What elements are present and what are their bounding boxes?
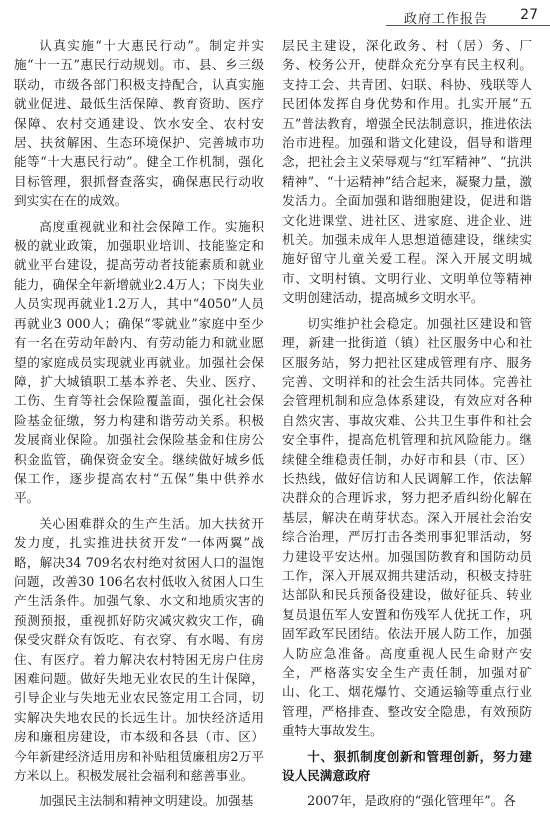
paragraph-democracy-legal-continued: 层民主建设，深化政务、村（居）务、厂务、校务公开，使群众充分享有民主权利。支持工会、共青团、妇联、科协、残联等人民团体发挥自身优势和作用。扎实开展“五五”普法教育，增强全民法制意识，推进依法治市进程。加强和谐文化建设，倡导和谐理念，把社会主义荣辱观与“红军精神”、“抗洪精神”、“十运精神”结合起来，凝聚力量，激发活力。全面加强和谐细胞建设，促进和谐文化进课堂、进社区、进家庭、进企业、进机关。加强未成年人思想道德建设，继续实施好留守儿童关爱工程。深入开展文明城市、文明村镇、文明行业、文明单位等精神文明创建活动，提高城乡文明水平。 xyxy=(282,38,532,306)
paragraph-huimin-action: 认真实施“十大惠民行动”。制定并实施“十一五”惠民行动规划。市、县、乡三级联动，市级各部门积极支持配合，认真实施就业促进、最低生活保障、教育资助、医疗保障、农村交通建设、饮水安全、农村安居、扶贫解困、生态环境保护、完善城市功能等“十大惠民行动”。健全工作机制，强化目标管理，狠抓督查落实，确保惠民行动收到实实在在的成效。 xyxy=(14,38,264,209)
header-rule xyxy=(386,25,550,26)
section-heading: 十、狠抓制度创新和管理创新，努力建设人民满意政府 xyxy=(282,748,532,784)
paragraph-democracy-legal-start: 加强民主法制和精神文明建设。加强基 xyxy=(39,793,254,809)
left-column xyxy=(14,36,264,811)
paragraph-employment-social-security: 高度重视就业和社会保障工作。实施积极的就业政策，加强职业培训、技能鉴定和就业平台建设，提高劳动者技能素质和就业能力，确保全年新增就业2.4万人；下岗失业人员实现再就业1.2万人，其中“4050”人员再就业3 000人；确保“零就业”家庭中至少有一名在劳动年龄内、有劳动能力和就业愿望的家庭成员实现就业再就业。加强社会保障，扩大城镇职工基本养老、失业、医疗、工伤、生育等社会保险覆盖面，强化社会保险基金征缴，努力构建和谐劳动关系。积极发展商业保险。加强社会保险基金和住房公积金监管，确保资金安全。继续做好城乡低保工作，逐步提高农村“五保”集中供养水平。 xyxy=(14,218,264,506)
header-title: 政府工作报告 xyxy=(403,12,488,27)
page-number: 27 xyxy=(520,7,538,23)
paragraph-social-stability: 切实维护社会稳定。加强社区建设和管理，新建一批街道（镇）社区服务中心和社区服务站，努力把社区建成管理有序、服务完善、文明祥和的社会生活共同体。完善社会管理机制和应急体系建设，有效应对各种自然灾害、事故灾难、公共卫生事件和社会安全事件，提高危机管理和抗风险能力。继续健全维稳责任制，办好市和县（市、区）长热线，做好信访和人民调解工作，依法解决群众的合理诉求，努力把矛盾纠纷化解在基层，解决在萌芽状态。深入开展社会治安综合治理，严厉打击各类刑事犯罪活动，努力建设平安达州。加强国防教育和国防动员工作，深入开展双拥共建活动，积极支持驻达部队和民兵预备役建设，做好征兵、转业复员退伍军人安置和伤残军人优抚工作，巩固军政军民团结。依法开展人防工作，加强人防应急准备。高度重视人民生命财产安全，严格落实安全生产责任制，加强对矿山、化工、烟花爆竹、交通运输等重点行业管理，严格排查、整改安全隐患，有效预防重特大事故发生。 xyxy=(282,315,532,739)
right-column xyxy=(282,36,532,811)
paragraph-poor-people-livelihood: 关心困难群众的生产生活。加大扶贫开发力度，扎实推进扶贫开发“一体两翼”战略，解决34 709名农村绝对贫困人口的温饱问题，改善30 106名农村低收入贫困人口生产生活条件。加强气象、水文和地质灾害的预测预报，重视抓好防灾减灾救灾工作，确保受灾群众有饭吃、有衣穿、有水喝、有房住、有医疗。着力解决农村特困无房户住房困难问题。做好失地无业农民的生计保障，引导企业与失地无业农民签定用工合同，切实解决失地农民的长远生计。加快经济适用房和廉租房建设，市本级和各县（市、区）今年新建经济适用房和补贴租赁廉租房2万平方米以上。积极发展社会福利和慈善事业。 xyxy=(14,515,264,784)
paragraph-management-year: 2007年，是政府的“强化管理年”。各 xyxy=(307,793,516,809)
page-header xyxy=(0,0,550,30)
